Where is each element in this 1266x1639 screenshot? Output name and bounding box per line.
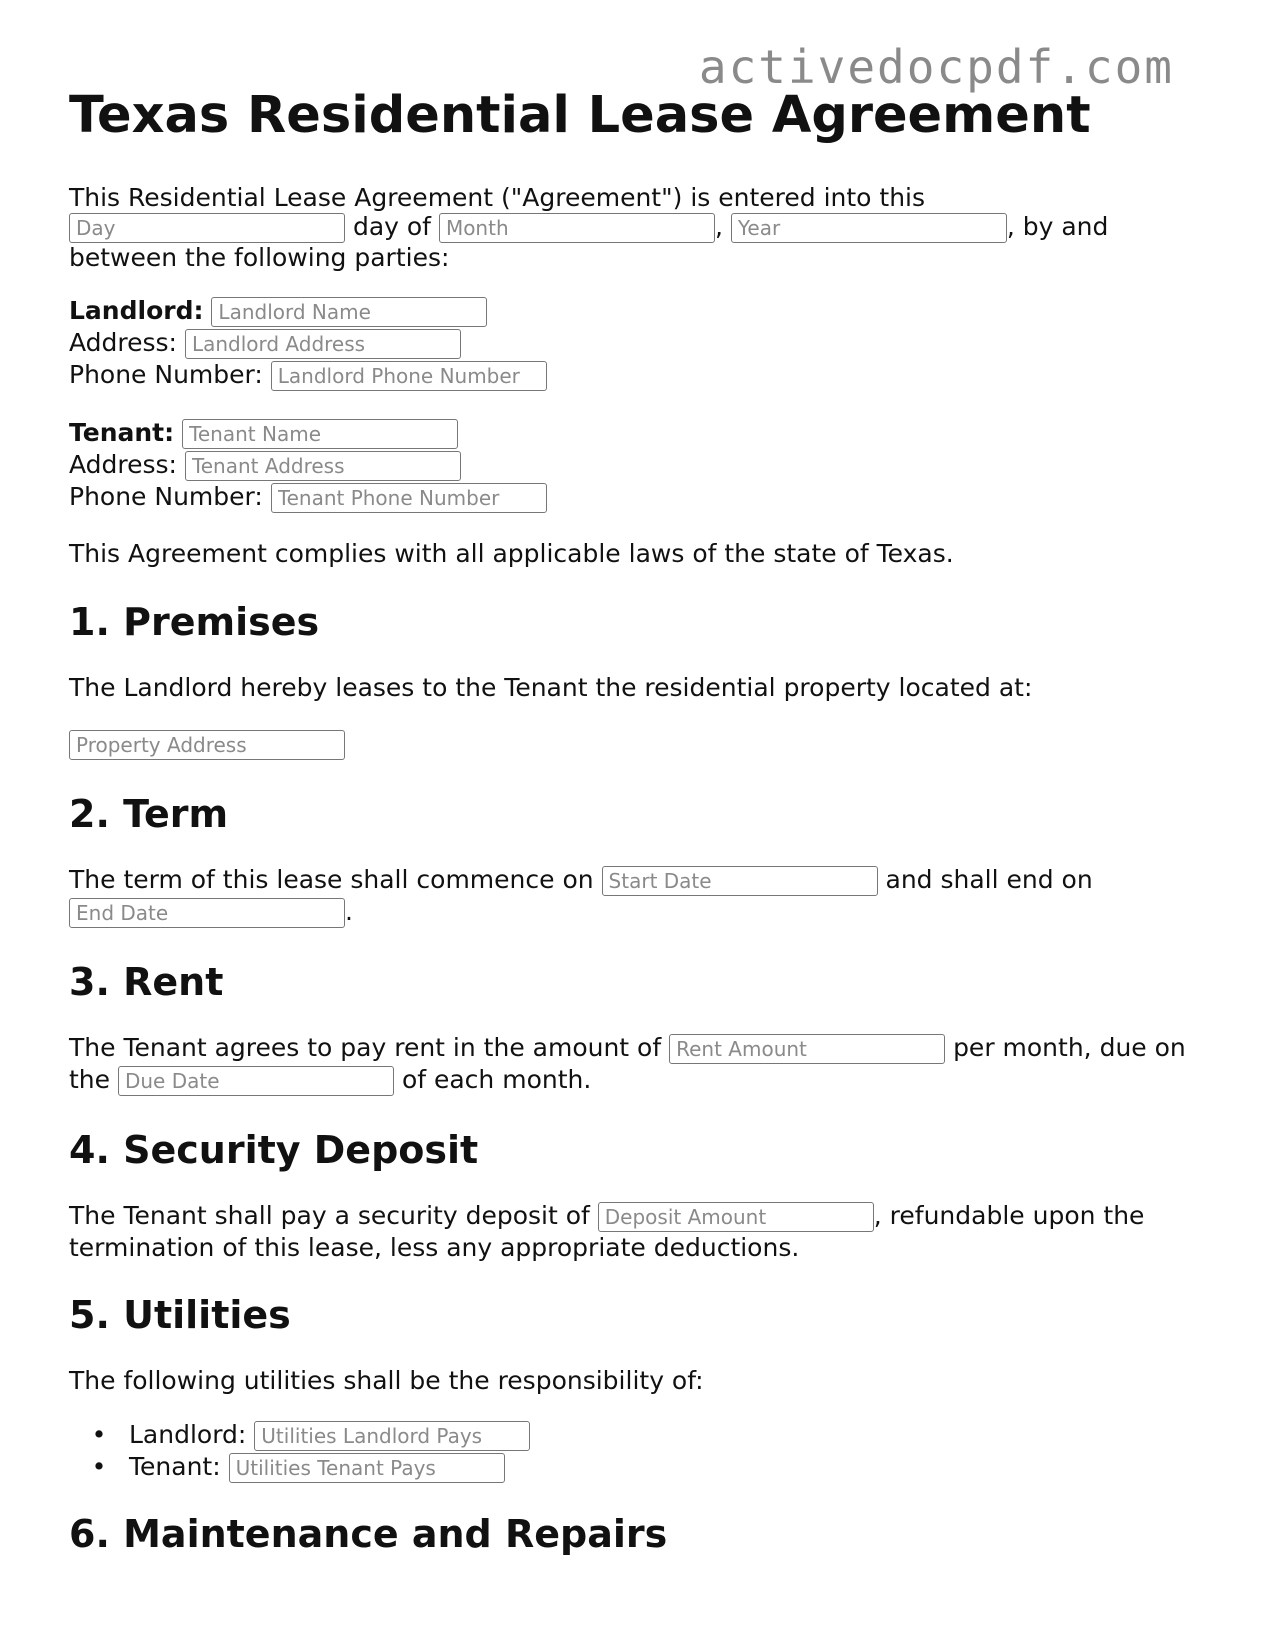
start-date-input[interactable] [602,866,878,896]
utilities-tenant-label: Tenant: [129,1452,221,1481]
end-date-input[interactable] [69,898,345,928]
deposit-line-1 [69,1200,1144,1232]
landlord-name-input[interactable] [211,297,487,327]
term-heading: 2. Term [69,792,229,836]
utilities-landlord-item [69,1419,530,1451]
term-text-1: The term of this lease shall commence on [69,865,594,894]
rent-text-3: the [69,1065,111,1094]
landlord-name-row [69,295,487,327]
tenant-phone-input[interactable] [271,483,547,513]
utilities-heading: 5. Utilities [69,1293,291,1337]
intro-text: This Residential Lease Agreement ("Agreement") is entered into this [69,183,926,212]
rent-text-1: The Tenant agrees to pay rent in the amount of [69,1033,662,1062]
property-address-input[interactable] [69,730,345,760]
parties-text: between the following parties: [69,243,450,272]
tenant-label: Tenant: [69,418,175,447]
landlord-phone-label: Phone Number: [69,360,263,389]
by-and-text: , by and [1006,212,1109,241]
intro-line-3 [69,242,449,274]
tenant-address-row [69,449,461,481]
rent-text-4: of each month. [401,1065,592,1094]
comma-text: , [714,212,723,241]
premises-text: The Landlord hereby leases to the Tenant the residential property located at: [69,673,1033,702]
rent-amount-input[interactable] [669,1034,945,1064]
term-period: . [345,897,353,926]
deposit-line-2: termination of this lease, less any appropriate deductions. [69,1233,800,1262]
tenant-address-input[interactable] [185,451,461,481]
landlord-address-label: Address: [69,328,177,357]
year-input[interactable] [731,213,1007,243]
tenant-phone-label: Phone Number: [69,482,263,511]
tenant-phone-row [69,481,547,513]
utilities-tenant-item [69,1451,505,1483]
deposit-amount-input[interactable] [598,1202,874,1232]
bullet-icon: • [91,1452,107,1481]
deposit-text-2: , refundable upon the [873,1201,1145,1230]
term-line-1 [69,864,1093,896]
tenant-address-label: Address: [69,450,177,479]
tenant-name-row [69,417,458,449]
day-of-text: day of [352,212,431,241]
maintenance-heading: 6. Maintenance and Repairs [69,1512,668,1556]
bullet-icon: • [91,1420,107,1449]
premises-heading: 1. Premises [69,600,320,644]
term-text-2: and shall end on [885,865,1093,894]
utilities-tenant-input[interactable] [229,1453,505,1483]
deposit-text-1: The Tenant shall pay a security deposit of [69,1201,590,1230]
landlord-phone-row [69,359,547,391]
term-line-2 [69,896,353,928]
intro-line-2 [69,211,1108,243]
landlord-address-input[interactable] [185,329,461,359]
deposit-heading: 4. Security Deposit [69,1128,479,1172]
landlord-address-row [69,327,461,359]
document-title: Texas Residential Lease Agreement [69,86,1091,145]
watermark: activedocpdf.com [698,40,1174,94]
utilities-landlord-label: Landlord: [129,1420,247,1449]
intro-line-1 [69,182,925,214]
utilities-text: The following utilities shall be the responsibility of: [69,1366,704,1395]
due-date-input[interactable] [118,1066,394,1096]
rent-line-1 [69,1032,1186,1064]
rent-heading: 3. Rent [69,960,224,1004]
month-input[interactable] [439,213,715,243]
rent-line-2 [69,1064,591,1096]
tenant-name-input[interactable] [182,419,458,449]
day-input[interactable] [69,213,345,243]
landlord-phone-input[interactable] [271,361,547,391]
landlord-label: Landlord: [69,296,204,325]
premises-field-row [69,728,345,760]
rent-text-2: per month, due on [953,1033,1186,1062]
utilities-landlord-input[interactable] [254,1421,530,1451]
compliance-text: This Agreement complies with all applicable laws of the state of Texas. [69,539,954,568]
